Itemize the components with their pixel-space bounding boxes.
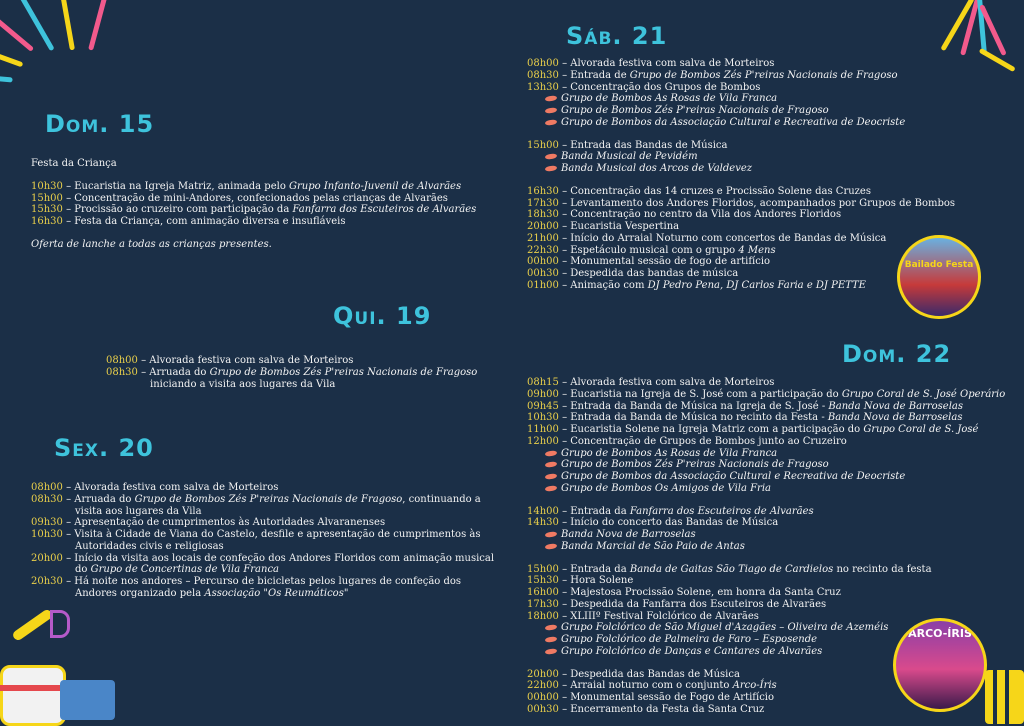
schedule-row <box>527 564 947 576</box>
event-text: Arruada do <box>74 493 135 505</box>
schedule-row <box>527 680 947 692</box>
schedule-row <box>527 58 947 70</box>
schedule-row <box>527 669 947 681</box>
arco-iris-photo-badge <box>893 618 987 712</box>
event-text: Entrada das Bandas de Música <box>570 139 728 151</box>
event-text: Concentração dos Grupos de Bombos <box>570 81 761 93</box>
schedule-row <box>527 704 947 716</box>
event-text: Início do concerto das Bandas de Música <box>570 517 779 529</box>
separator: – <box>62 576 75 587</box>
event-time: 21h00 <box>527 232 559 244</box>
separator: – <box>558 400 571 412</box>
schedule-row <box>31 552 495 565</box>
event-time: 17h30 <box>527 197 559 209</box>
day-heading-qui-19: Qui. 19 <box>333 302 432 330</box>
event-text: do <box>75 564 91 576</box>
group-spacer <box>527 129 947 140</box>
event-description <box>570 401 963 412</box>
separator: – <box>558 256 571 268</box>
event-highlight: Grupo de Concertinas de Vila Franca <box>90 564 280 576</box>
event-text: Entrada da <box>570 563 630 575</box>
event-description <box>570 256 770 267</box>
event-time: 15h00 <box>31 192 63 204</box>
event-time: 08h30 <box>31 493 63 505</box>
separator: – <box>558 139 571 151</box>
schedule-row <box>527 256 947 268</box>
event-text: Apresentação de cumprimentos às Autoridades Alvaranenses <box>74 517 386 529</box>
event-time: 16h30 <box>31 216 63 227</box>
event-text: Alvorada festiva com salva de Morteiros <box>570 377 775 388</box>
event-text: Alvorada festiva com salva de Morteiros <box>74 482 279 493</box>
event-time: 18h00 <box>527 610 559 622</box>
event-description <box>570 436 847 447</box>
event-highlight: Fanfarra dos Escuteiros de Alvarães <box>292 204 477 216</box>
event-time: 08h15 <box>527 377 559 388</box>
separator: – <box>62 204 75 216</box>
event-description <box>570 611 759 622</box>
event-text: Hora Solene <box>570 575 634 587</box>
schedule-row <box>527 587 947 599</box>
event-description <box>74 576 461 587</box>
event-description <box>570 245 775 256</box>
separator: – <box>558 232 571 244</box>
separator: – <box>62 517 75 529</box>
event-description <box>570 692 774 703</box>
schedule-row <box>527 575 947 587</box>
event-text: Despedida da Fanfarra dos Escuteiros de Alvarães <box>570 598 827 610</box>
event-text: Arraial noturno com o conjunto <box>570 680 733 692</box>
event-list <box>31 482 495 600</box>
event-time: 09h45 <box>527 400 559 412</box>
event-description <box>570 58 774 69</box>
event-description <box>570 186 871 197</box>
separator: – <box>558 610 571 622</box>
separator: – <box>558 668 571 680</box>
event-text: Concentração de Grupos de Bombos junto ao Cruzeiro <box>570 435 847 447</box>
event-description <box>570 564 931 575</box>
event-highlight: Banda de Gaitas São Tiago de Cardielos <box>629 563 834 575</box>
event-text: Eucaristia Vespertina <box>570 221 680 232</box>
event-text: Eucaristia na Igreja de S. José com a participação do <box>570 388 842 400</box>
event-description <box>74 204 476 215</box>
separator: – <box>137 355 150 366</box>
event-time: 13h30 <box>527 81 559 93</box>
separator: – <box>558 563 571 575</box>
event-description <box>570 70 897 81</box>
schedule-dom-15 <box>31 158 477 251</box>
schedule-row <box>31 204 477 216</box>
sub-list-item: Grupo Folclórico de Danças e Cantares de Alvarães <box>527 646 947 658</box>
sub-list-item: Banda Musical de Pevidém <box>527 151 947 163</box>
event-highlight: Grupo de Bombos Zés P'reiras Nacionais de Fragoso <box>134 493 403 505</box>
event-time: 15h30 <box>31 204 63 216</box>
event-continuation: Autoridades civis e religiosas <box>75 540 224 552</box>
event-text: Entrada da <box>570 505 630 517</box>
separator: – <box>558 209 571 221</box>
event-description <box>570 587 841 598</box>
event-description <box>74 193 448 204</box>
separator: – <box>558 680 571 692</box>
schedule-row <box>527 506 947 518</box>
day-heading-sab-21: Sáb. 21 <box>566 22 668 50</box>
event-text: Entrada de <box>570 69 630 81</box>
event-time: 09h30 <box>31 517 63 529</box>
schedule-row <box>527 70 947 82</box>
separator: – <box>62 192 75 204</box>
event-description <box>570 82 760 93</box>
event-description <box>570 389 1005 400</box>
event-description <box>570 209 841 220</box>
sub-list-item: Grupo de Bombos As Rosas de Vila Franca <box>527 93 947 105</box>
event-highlight: Grupo de Bombos Zés P'reiras Nacionais de Fragoso <box>629 69 898 81</box>
schedule-row <box>31 482 491 494</box>
separator: – <box>62 493 75 505</box>
event-highlight: Associação "Os Reumáticos" <box>204 587 349 599</box>
event-description <box>570 198 955 209</box>
schedule-row <box>106 367 486 379</box>
event-description <box>570 140 727 151</box>
event-text: Monumental sessão de fogo de artifício <box>570 256 771 268</box>
event-text: Alvorada festiva com salva de Morteiros <box>570 58 775 69</box>
sub-list-item: Grupo de Bombos da Associação Cultural e Recreativa de Deocriste <box>527 117 947 129</box>
schedule-row <box>527 140 947 152</box>
schedule-row <box>31 576 491 588</box>
schedule-row <box>527 377 947 389</box>
event-description <box>570 268 738 279</box>
schedule-row <box>527 280 947 292</box>
schedule-row <box>527 412 963 424</box>
schedule-row <box>31 216 471 228</box>
schedule-row <box>527 268 947 280</box>
event-continuation <box>31 588 491 600</box>
separator: – <box>62 216 75 227</box>
day-heading-dom-22: Dom. 22 <box>842 340 952 368</box>
event-time: 14h00 <box>527 505 559 517</box>
event-time: 00h30 <box>527 268 559 279</box>
event-text: Início do Arraial Noturno com concertos de Bandas de Música <box>570 232 887 244</box>
event-description <box>570 669 740 680</box>
event-time: 15h30 <box>527 575 559 587</box>
schedule-row <box>527 424 979 436</box>
separator: – <box>558 377 571 388</box>
schedule-row <box>527 436 947 448</box>
event-text: Procissão ao cruzeiro com participação da <box>74 204 293 216</box>
separator: – <box>62 552 75 564</box>
event-text: Despedida das bandas de música <box>570 268 739 279</box>
event-highlight: Grupo Coral de S. José Operário <box>841 388 1006 400</box>
fireworks-decoration-left <box>0 0 120 90</box>
event-text: Alvorada festiva com salva de Morteiros <box>149 355 354 366</box>
schedule-row <box>527 233 947 245</box>
event-description <box>74 482 278 493</box>
event-description <box>570 221 679 232</box>
event-text: Concentração de mini-Andores, confecionados pelas crianças de Alvarães <box>74 192 448 204</box>
group-spacer <box>527 658 947 669</box>
sub-list-item: Banda Nova de Barroselas <box>527 529 947 541</box>
event-text: XLIIIº Festival Folclórico de Alvarães <box>570 610 759 622</box>
event-highlight: Grupo Infanto-Juvenil de Alvarães <box>289 180 462 192</box>
event-highlight: Banda Nova de Barroselas <box>828 400 964 412</box>
event-continuation <box>31 564 491 576</box>
event-time: 20h00 <box>527 668 559 680</box>
event-list <box>106 355 486 390</box>
badge-caption: Bailado Festa <box>904 260 974 270</box>
schedule-sab-21 <box>527 58 956 292</box>
note-text: Oferta de lanche a todas as crianças presentes. <box>31 238 272 250</box>
event-description <box>570 680 776 691</box>
event-text: Encerramento da Festa da Santa Cruz <box>570 703 765 715</box>
event-time: 17h30 <box>527 598 559 610</box>
event-time: 00h00 <box>527 692 559 703</box>
schedule-row <box>527 245 947 257</box>
separator: – <box>558 692 571 703</box>
event-text: Concentração no centro da Vila dos Andores Floridos <box>570 209 842 221</box>
separator: – <box>558 58 571 69</box>
sub-list-item: Banda Marcial de São Paio de Antas <box>527 541 947 553</box>
badge-caption: ARCO-ÍRIS <box>908 627 972 640</box>
event-time: 10h30 <box>527 412 559 424</box>
event-time: 10h30 <box>31 180 63 192</box>
schedule-row <box>106 355 486 367</box>
schedule-row <box>527 209 947 221</box>
event-highlight: 4 Mens <box>738 244 776 256</box>
event-text: Concentração das 14 cruzes e Procissão Solene das Cruzes <box>570 185 871 197</box>
event-continuation: visita aos lugares da Vila <box>75 505 202 517</box>
separator: – <box>558 69 571 81</box>
section-title: Festa da Criança <box>31 158 117 169</box>
sub-list-item: Grupo de Bombos Zés P'reiras Nacionais de Fragoso <box>527 459 947 471</box>
event-description <box>149 355 353 366</box>
music-instruments-illustration <box>0 600 120 724</box>
event-text: Há noite nos andores – Percurso de bicicletas pelos lugares de confeção dos <box>74 576 462 587</box>
event-text: Monumental sessão de Fogo de Artifício <box>570 692 775 703</box>
event-description <box>570 575 633 586</box>
event-text: , continuando a <box>402 493 481 505</box>
event-text: Eucaristia Solene na Igreja Matriz com a participação do <box>570 424 864 435</box>
event-description <box>74 494 481 505</box>
separator: – <box>558 185 571 197</box>
event-time: 15h00 <box>527 139 559 151</box>
event-list <box>31 180 477 228</box>
event-text: Animação com <box>570 279 648 291</box>
event-time: 16h30 <box>527 185 559 197</box>
schedule-row <box>527 186 947 198</box>
event-time: 14h30 <box>527 517 559 529</box>
event-description <box>570 233 886 244</box>
group-spacer <box>527 495 947 506</box>
event-time: 22h00 <box>527 680 559 692</box>
schedule-row <box>527 517 947 529</box>
event-highlight: Arco-Íris <box>732 680 777 692</box>
event-time: 12h00 <box>527 435 559 447</box>
event-highlight: Grupo Coral de S. José <box>863 424 979 435</box>
event-highlight: Banda Nova de Barroselas <box>827 412 963 424</box>
event-time: 09h00 <box>527 388 559 400</box>
event-text: Entrada da Banda de Música no recinto da Festa - <box>570 412 828 424</box>
event-time: 22h30 <box>527 244 559 256</box>
separator: – <box>62 482 75 493</box>
event-text: Arruada do <box>149 366 210 378</box>
event-continuation: iniciando a visita aos lugares da Vila <box>150 378 336 390</box>
event-time: 10h30 <box>31 529 63 540</box>
sub-list-item: Grupo Folclórico de São Miguel d'Azagães – Oliveira de Azeméis <box>527 622 947 634</box>
separator: – <box>558 575 571 587</box>
event-time: 18h30 <box>527 209 559 221</box>
separator: – <box>558 505 571 517</box>
schedule-row <box>31 181 471 193</box>
event-time: 08h00 <box>527 58 559 69</box>
event-time: 15h00 <box>527 563 559 575</box>
event-text: Entrada da Banda de Música na Igreja de S. José - <box>570 400 829 412</box>
day-heading-sex-20: Sex. 20 <box>54 434 154 462</box>
separator: – <box>558 424 571 435</box>
separator: – <box>558 197 571 209</box>
event-description <box>74 517 385 528</box>
event-time: 01h00 <box>527 279 559 291</box>
separator: – <box>558 517 571 529</box>
separator: – <box>558 435 571 447</box>
sub-list-item: Grupo de Bombos As Rosas de Vila Franca <box>527 448 947 460</box>
schedule-row <box>31 193 471 205</box>
schedule-row <box>527 221 947 233</box>
separator: – <box>558 244 571 256</box>
separator: – <box>558 412 571 424</box>
separator: – <box>62 529 75 540</box>
schedule-row <box>527 692 947 704</box>
event-description <box>570 424 978 435</box>
separator: – <box>558 703 571 715</box>
schedule-dom-22 <box>527 377 1006 716</box>
event-highlight: Grupo de Bombos Zés P'reiras Nacionais de Fragoso <box>209 366 478 378</box>
event-time: 08h00 <box>31 482 63 493</box>
band-photo-badge <box>897 235 981 319</box>
event-text: Andores organizado pela <box>75 587 205 599</box>
event-highlight: Fanfarra dos Escuteiros de Alvarães <box>629 505 814 517</box>
event-description <box>570 280 866 291</box>
event-time: 08h30 <box>106 366 138 378</box>
schedule-row <box>527 197 956 210</box>
event-description <box>74 553 494 564</box>
group-spacer <box>527 175 947 186</box>
event-time: 20h00 <box>527 221 559 232</box>
accordion-illustration <box>985 660 1024 724</box>
separator: – <box>558 268 571 279</box>
event-text: Eucaristia na Igreja Matriz, animada pelo <box>74 180 290 192</box>
event-time: 00h30 <box>527 703 559 715</box>
event-text: Início da visita aos locais de confeção dos Andores Floridos com animação musical <box>74 552 495 564</box>
day-heading-dom-15: Dom. 15 <box>45 110 155 138</box>
event-text: Espetáculo musical com o grupo <box>570 244 739 256</box>
event-text: Majestosa Procissão Solene, em honra da Santa Cruz <box>570 587 841 598</box>
sub-list-item: Grupo de Bombos Zés P'reiras Nacionais de Fragoso <box>527 105 947 117</box>
separator: – <box>558 598 571 610</box>
event-description <box>149 367 477 378</box>
event-time: 20h30 <box>31 576 63 587</box>
event-time: 08h00 <box>106 355 138 366</box>
separator: – <box>558 81 571 93</box>
sub-list-item: Grupo de Bombos Os Amigos de Vila Fria <box>527 483 947 495</box>
sub-list-item: Grupo Folclórico de Palmeira de Faro – Esposende <box>527 634 947 646</box>
event-time: 11h00 <box>527 424 559 435</box>
event-description <box>570 377 774 388</box>
event-text: Levantamento dos Andores Floridos, acompanhados por Grupos de Bombos <box>570 197 956 209</box>
event-time: 00h00 <box>527 256 559 268</box>
event-groups <box>527 58 956 292</box>
group-spacer <box>527 553 947 564</box>
schedule-row <box>527 599 947 611</box>
event-time: 08h30 <box>527 69 559 81</box>
event-text: Visita à Cidade de Viana do Castelo, desfile e apresentação de cumprimentos às <box>74 529 481 540</box>
event-description <box>570 704 764 715</box>
separator: – <box>137 366 150 378</box>
event-description <box>570 412 962 423</box>
schedule-row <box>527 611 947 623</box>
event-description <box>570 506 813 517</box>
event-text: no recinto da festa <box>833 563 932 575</box>
event-description <box>74 181 461 192</box>
event-highlight: DJ Pedro Pena, DJ Carlos Faria e DJ PETTE <box>647 279 866 291</box>
event-groups <box>527 377 1006 716</box>
schedule-row <box>527 388 1006 401</box>
schedule-row <box>31 529 491 541</box>
event-text: Despedida das Bandas de Música <box>570 668 740 680</box>
event-description <box>74 529 480 540</box>
schedule-row <box>527 400 964 413</box>
schedule-row <box>31 494 491 506</box>
separator: – <box>62 180 75 192</box>
event-description <box>570 599 826 610</box>
sub-list-item: Banda Musical dos Arcos de Valdevez <box>527 163 947 175</box>
schedule-sex-20 <box>31 482 495 600</box>
separator: – <box>558 587 571 598</box>
schedule-qui-19 <box>106 355 486 390</box>
event-description <box>570 517 778 528</box>
event-time: 16h00 <box>527 587 559 598</box>
sub-list-item: Grupo de Bombos da Associação Cultural e Recreativa de Deocriste <box>527 471 947 483</box>
event-time: 20h00 <box>31 552 63 564</box>
schedule-row <box>31 517 491 529</box>
event-description <box>74 216 345 227</box>
schedule-row <box>527 82 947 94</box>
separator: – <box>558 388 571 400</box>
separator: – <box>558 279 571 291</box>
separator: – <box>558 221 571 232</box>
event-text: Festa da Criança, com animação diversa e insufláveis <box>74 216 346 227</box>
